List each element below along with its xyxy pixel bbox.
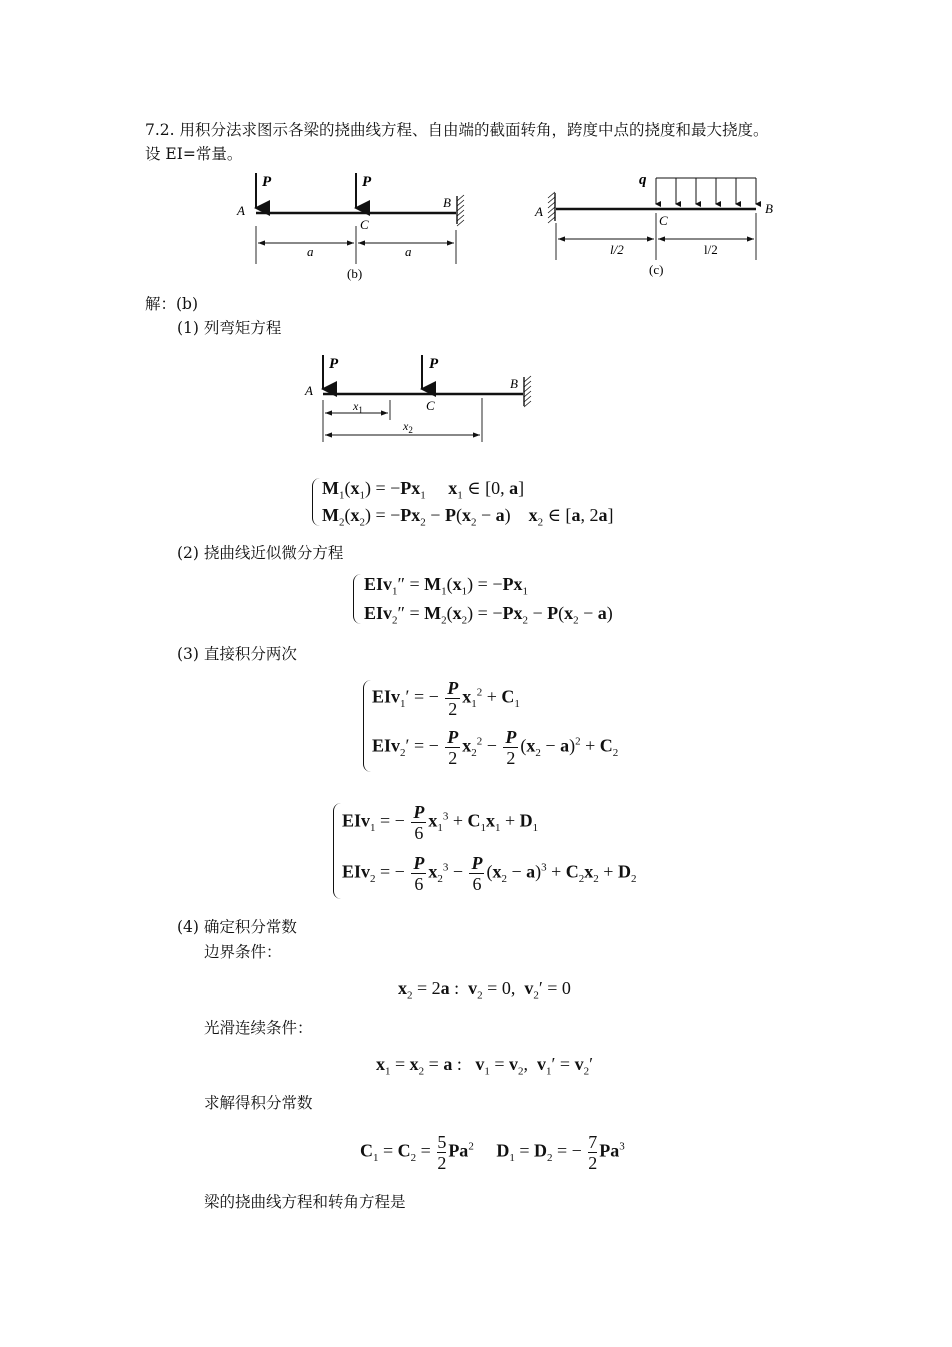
equation-slope-1: EIv$_1$′ = − $\frac{P}{2}$ $x_1^2 + C_1$	[372, 678, 520, 719]
label-point-a: A	[237, 203, 245, 218]
label-dim-1: l/2	[610, 242, 624, 257]
label-load-1: P	[262, 174, 272, 190]
label-dim-1: a	[307, 244, 314, 259]
label-x1: $x_1$	[353, 399, 363, 415]
label-load-2: P	[429, 356, 439, 372]
distributed-load	[656, 178, 756, 204]
problem-statement-line2: 设 EI=常量。	[145, 145, 243, 163]
equation-brace	[353, 574, 362, 624]
label-dim-2: l/2	[704, 242, 718, 257]
figure-c-caption: (c)	[649, 262, 664, 277]
final-equations-label: 梁的挠曲线方程和转角方程是	[204, 1193, 406, 1211]
fixed-support-hatch	[524, 376, 531, 407]
label-point-a: A	[535, 204, 543, 219]
equation-brace	[312, 478, 321, 526]
solve-constants-label: 求解得积分常数	[204, 1094, 313, 1112]
equation-moment-2: $M_2(x_2) = -Px_2 - P(x_2 - a)$ $x_2$ ∈ [a, 2a]	[322, 505, 614, 529]
step-2-heading: (2) 挠曲线近似微分方程	[177, 544, 344, 562]
label-load-1: P	[329, 356, 339, 372]
equation-diff-1: $EIv_1'' = M_1(x_1) = -Px_1$	[364, 574, 528, 598]
label-x2: $x_2$	[403, 419, 413, 435]
label-point-c: C	[426, 398, 435, 413]
equation-brace	[333, 803, 342, 899]
step-1-heading: (1) 列弯矩方程	[177, 319, 282, 337]
label-point-c: C	[360, 217, 369, 232]
equation-boundary: $x_2 = 2a$ : $v_2 = 0$, $v_2' = 0$	[398, 978, 571, 1002]
step-4-heading: (4) 确定积分常数	[177, 918, 297, 936]
step-3-heading: (3) 直接积分两次	[177, 645, 297, 663]
figure-b-diagram	[225, 168, 485, 286]
equation-deflection-2: EIv$_2$ = − $\frac{P}{6}$ $x_2^3$ − $\frac{P}{6}$ $(x_2 - a)^3 + C_2x_2 + D_2$	[342, 853, 637, 894]
label-point-b: B	[443, 195, 451, 210]
label-point-b: B	[510, 376, 518, 391]
equation-deflection-1: EIv$_1$ = − $\frac{P}{6}$ $x_1^3 + C_1x_1 + D_1$	[342, 802, 539, 843]
label-point-b: B	[765, 201, 773, 216]
equation-continuity: $x_1 = x_2 = a$ : $v_1 = v_2$, $v_1' = v_2'$	[376, 1054, 594, 1078]
equation-brace	[363, 680, 372, 772]
fixed-support-hatch	[548, 192, 555, 223]
fixed-support-hatch	[457, 195, 464, 226]
figure-x-coordinates	[296, 350, 546, 445]
label-dim-2: a	[405, 244, 412, 259]
continuity-conditions-label: 光滑连续条件：	[204, 1019, 313, 1037]
label-point-a: A	[305, 383, 313, 398]
equation-diff-2: $EIv_2'' = M_2(x_2) = -Px_2 - P(x_2 - a)$	[364, 603, 613, 627]
figure-b-caption: (b)	[347, 266, 363, 281]
label-load-2: P	[362, 174, 372, 190]
boundary-conditions-label: 边界条件：	[204, 943, 282, 961]
label-point-c: C	[659, 213, 668, 228]
label-load-q: q	[639, 172, 647, 188]
equation-slope-2: EIv$_2$′ = − $\frac{P}{2}$ $x_2^2$ − $\frac{P}{2}$ $(x_2 - a)^2 + C_2$	[372, 727, 619, 768]
equation-constants: $C_1 = C_2$ = $\frac{5}{2}$ Pa$^2$ $D_1 = D_2$ = − $\frac{7}{2}$ Pa$^3$	[360, 1132, 625, 1173]
solution-heading: 解：(b)	[145, 295, 199, 313]
equation-moment-1: $M_1(x_1) = -Px_1$ $x_1$ ∈ [0, a]	[322, 478, 525, 502]
problem-statement-line1: 7.2. 用积分法求图示各梁的挠曲线方程、自由端的截面转角，跨度中点的挠度和最大挠度。	[145, 121, 769, 139]
figure-c-diagram	[528, 168, 788, 286]
